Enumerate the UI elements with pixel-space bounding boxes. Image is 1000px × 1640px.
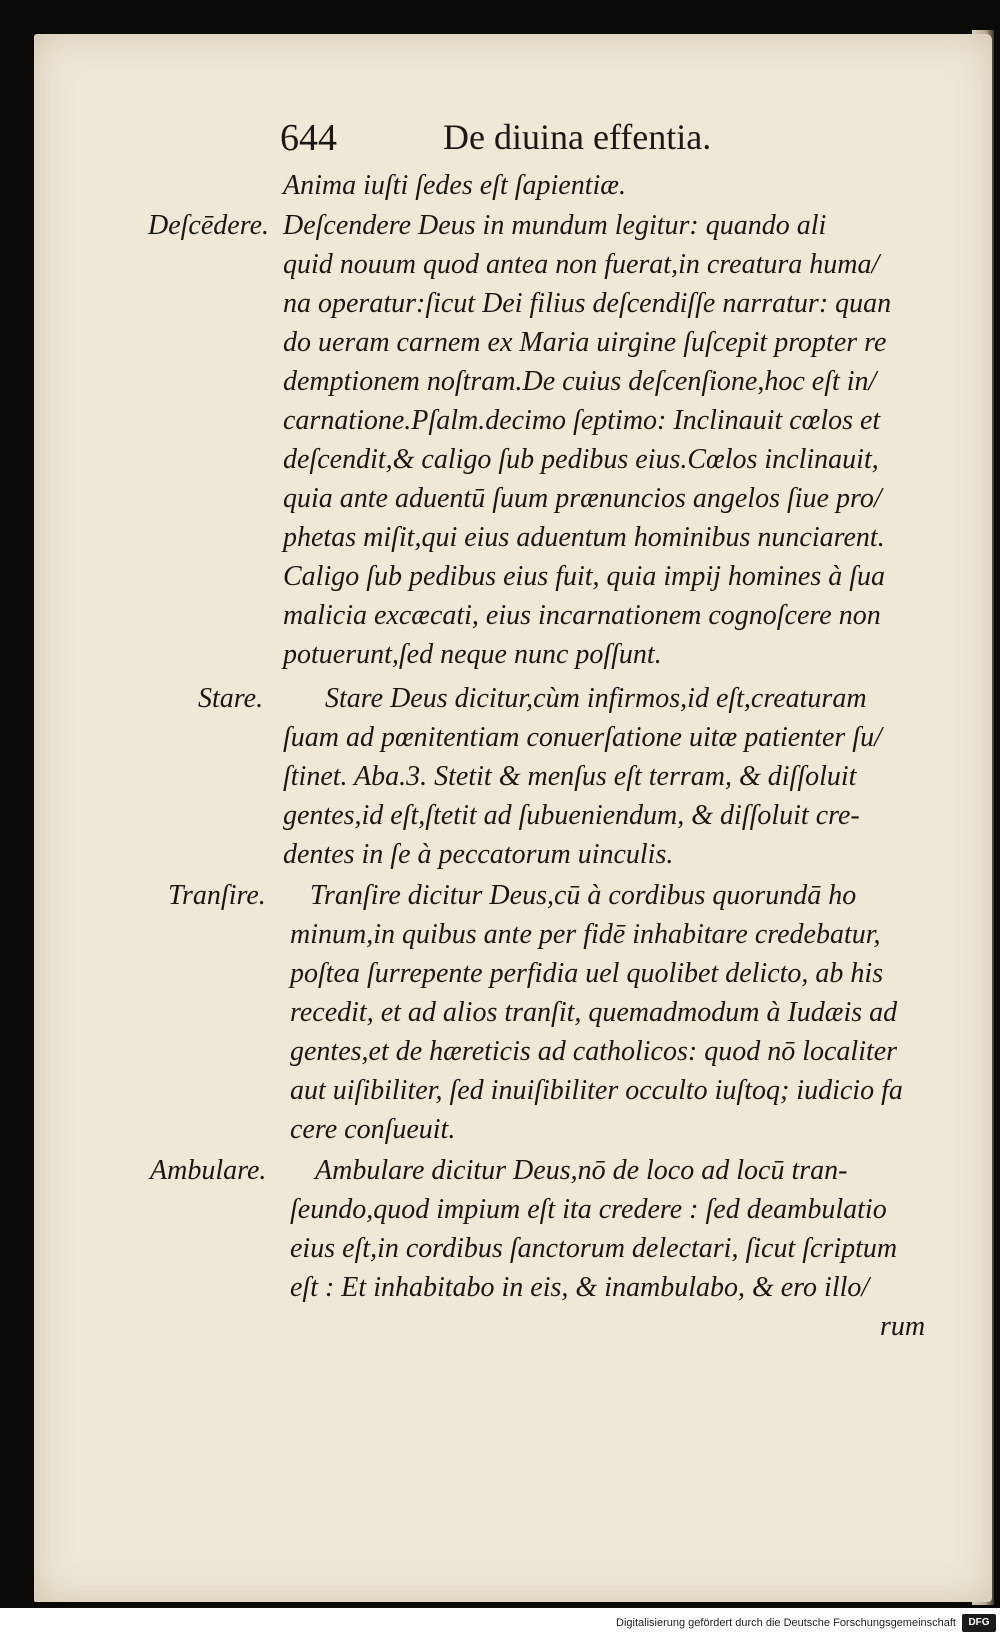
marginal-note-ambulare: Ambulare. [150,1155,267,1186]
text-line: aut uiſibiliter, ſed inuiſibiliter occulto iuſtoq; iudicio fa [290,1075,903,1106]
text-line: ſuam ad pœnitentiam conuerſatione uitæ patienter ſu/ [283,722,882,753]
text-line: eſt : Et inhabitabo in eis, & inambulabo, & ero illo/ [290,1272,870,1303]
footer-bar [0,1608,1000,1640]
text-line: na operatur:ſicut Dei filius deſcendiſſe narratur: quan [283,288,892,319]
text-line: minum,in quibus ante per fidē inhabitare credebatur, [290,919,881,950]
text-line: poſtea ſurrepente perfidia uel quolibet delicto, ab his [290,958,884,989]
text-line: gentes,et de hæreticis ad catholicos: quod nō localiter [290,1036,898,1067]
text-line: Tranſire dicitur Deus,cū à cordibus quorundā ho [310,880,857,911]
text-line: carnatione.Pſalm.decimo ſeptimo: Inclinauit cœlos et [283,405,881,436]
text-line: dentes in ſe à peccatorum uinculis. [283,839,674,870]
text-line: gentes,id eſt,ſtetit ad ſubueniendum, & diſſoluit cre- [283,800,860,831]
text-line: eius eſt,in cordibus ſanctorum delectari, ſicut ſcriptum [290,1233,898,1264]
text-line: ſeundo,quod impium eſt ita credere : ſed deambulatio [290,1194,887,1225]
text-line: demptionem noſtram.De cuius deſcenſione,hoc eſt in/ [283,366,877,397]
text-line: recedit, et ad alios tranſit, quemadmodum à Iudæis ad [290,997,898,1028]
page-header [280,116,800,166]
text-line: rum [880,1311,926,1342]
text-line: ſtinet. Aba.3. Stetit & menſus eſt terram, & diſſoluit [283,761,857,792]
dfg-logo: DFG [962,1614,996,1632]
marginal-note-stare: Stare. [198,683,264,714]
text-line: Anima iuſti ſedes eſt ſapientiæ. [283,170,626,201]
text-line: Deſcendere Deus in mundum legitur: quando ali [283,210,827,241]
marginal-note-descendere: Deſcēdere. [148,210,269,241]
text-line: Caligo ſub pedibus eius fuit, quia impij homines à ſua [283,561,885,592]
text-line: quid nouum quod antea non fuerat,in creatura huma/ [283,249,880,280]
text-line: do ueram carnem ex Maria uirgine ſuſcepit propter re [283,327,887,358]
text-line: quia ante aduentū ſuum prænuncios angelos ſiue pro/ [283,483,882,514]
footer-credit: Digitalisierung gefördert durch die Deutsche Forschungsgemeinschaft [616,1617,956,1629]
marginal-note-transire: Tranſire. [168,880,266,911]
text-line: potuerunt,ſed neque nunc poſſunt. [283,639,662,670]
page-number: 644 [280,117,337,159]
text-line: deſcendit,& caligo ſub pedibus eius.Cœlos inclinauit, [283,444,879,475]
text-line: Stare Deus dicitur,cùm infirmos,id eſt,creaturam [325,683,867,714]
text-line: phetas miſit,qui eius aduentum hominibus nunciarent. [283,522,885,553]
text-line: Ambulare dicitur Deus,nō de loco ad locū tran- [315,1155,848,1186]
text-line: cere conſueuit. [290,1114,456,1145]
running-title: De diuina effentia. [443,117,712,157]
text-line: malicia excæcati, eius incarnationem cognoſcere non [283,600,881,631]
